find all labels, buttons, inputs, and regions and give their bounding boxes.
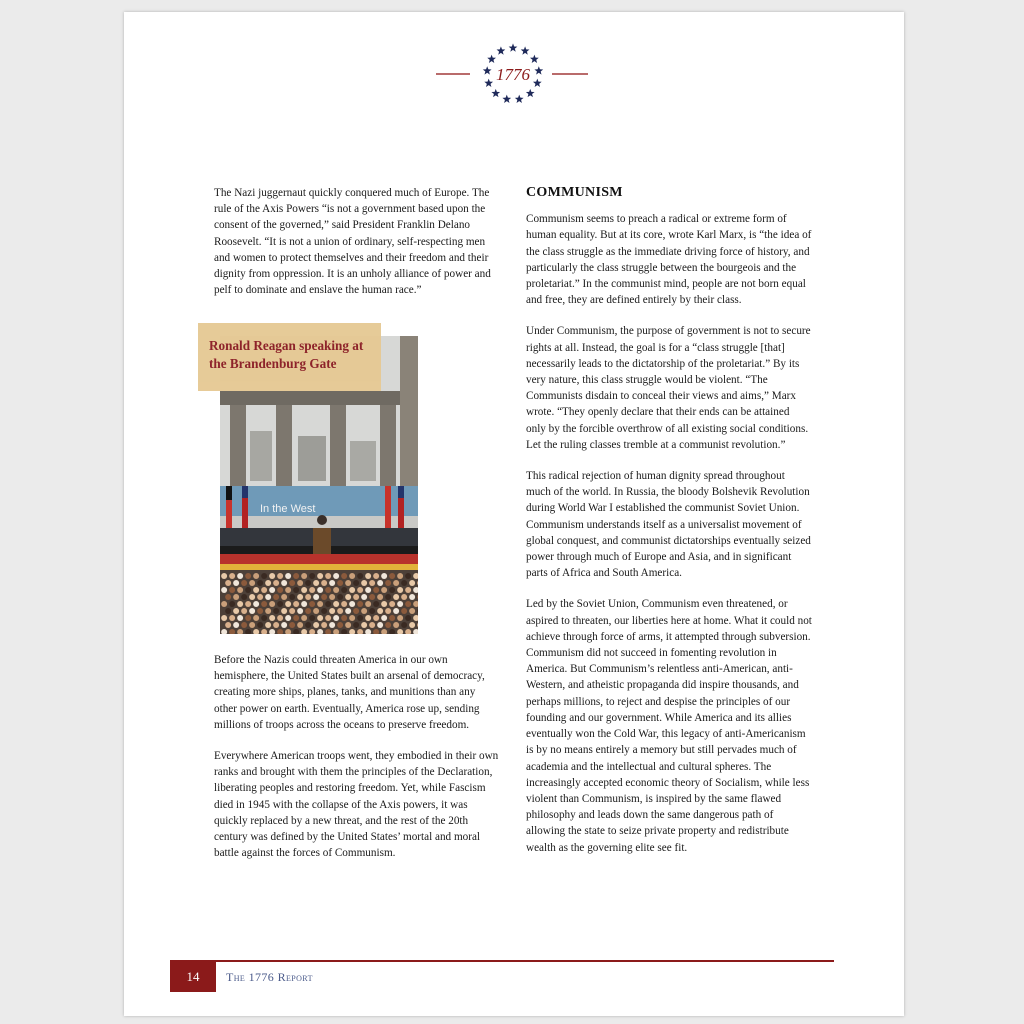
crowd-person [297,594,303,600]
crowd-person [365,615,371,621]
crowd-person [233,580,239,586]
crowd-person [341,573,347,579]
crowd-person [389,601,395,607]
section-heading: COMMUNISM [526,185,623,200]
star-icon [515,95,524,103]
crowd-person [237,601,243,607]
crowd-person [353,580,359,586]
crowd-person [389,615,395,621]
crowd-person [265,622,271,628]
crowd-person [377,608,383,614]
crowd-person [281,594,287,600]
nazi-paragraph: The Nazi juggernaut quickly conquered much of Europe. The rule of the Axis Powers “is not a government based upon the consent of the governed,” said President Franklin Delano Roosevelt. “It is not a union of ordinary, self-respecting men and women to protect themselves and their freedom and their dignity from oppression. It is an unholy alliance of power and pelf to dominate and enslave the human race.” [214,187,491,297]
crowd-person [285,573,291,579]
crowd-person [285,601,291,607]
crowd-person [253,601,259,607]
crowd-person [349,573,355,579]
crowd-person [221,573,227,579]
footer-rule [170,960,834,962]
crowd-person [277,573,283,579]
crowd-person [253,573,259,579]
crowd-person [337,594,343,600]
crowd-person [317,587,323,593]
crowd-person [385,594,391,600]
communism-paragraph-1: Communism seems to preach a radical or extreme form of human equality. But at its core, wrote Karl Marx, is “the idea of the class struggle as the immediate driving force of history, and particularly the class struggle between the bourgeois and the proletariat.” In the communist mind, people are not born equal and free, they are defined entirely by their class. [526,213,812,307]
star-icon [483,66,492,74]
crowd-person [393,580,399,586]
crowd-person [301,615,307,621]
crowd-person [393,622,399,628]
report-title: The 1776 Report [226,970,313,984]
crowd-person [241,608,247,614]
star-icon [502,95,511,103]
crowd-person [361,594,367,600]
crowd-person [405,615,411,621]
crowd-person [337,622,343,628]
crowd-person [221,615,227,621]
crowd-person [309,601,315,607]
crowd-person [233,608,239,614]
crowd-person [261,587,267,593]
crowd-person [333,573,339,579]
crowd-person [225,594,231,600]
crowd-person [393,594,399,600]
crowd-person [373,601,379,607]
crowd-person [289,580,295,586]
crowd-person [261,601,267,607]
crowd-person [313,580,319,586]
crowd-person [373,573,379,579]
star-icon [509,43,518,51]
crowd-person [293,615,299,621]
crowd-person [337,608,343,614]
crowd-person [301,601,307,607]
crowd-person [273,622,279,628]
crowd-person [365,601,371,607]
crowd-person [293,601,299,607]
crowd-person [285,615,291,621]
crowd-person [269,601,275,607]
crowd-person [389,587,395,593]
crowd-person [253,615,259,621]
crowd-person [397,587,403,593]
crowd-person [297,622,303,628]
crowd-person [325,587,331,593]
crowd-person [401,608,407,614]
crowd-person [241,622,247,628]
crowd-person [409,608,415,614]
crowd-person [245,615,251,621]
star-icon [530,55,539,63]
crowd-person [361,608,367,614]
crowd-person [269,615,275,621]
crowd-person [237,587,243,593]
crowd-person [293,587,299,593]
arsenal-paragraph: Before the Nazis could threaten America in our own hemisphere, the United States built an arsenal of democracy, creating more ships, planes, tanks, and munitions than any other power on earth. Eventually, America rose up, sending millions of troops across the oceans to preserve freedom. [214,654,485,731]
crowd-person [345,608,351,614]
crowd-person [385,608,391,614]
crowd-person [321,622,327,628]
crowd-person [341,615,347,621]
crowd-person [253,587,259,593]
crowd-person [301,573,307,579]
star-icon [484,79,493,87]
crowd-person [313,608,319,614]
crowd-person [245,573,251,579]
crowd-person [297,580,303,586]
crowd-person [309,573,315,579]
crowd-person [401,580,407,586]
crowd-person [321,580,327,586]
stage-banner-text: In the West [260,503,316,515]
crowd-person [325,573,331,579]
crowd-person [257,580,263,586]
crowd-person [281,608,287,614]
right-column [526,185,812,871]
crowd-person [405,573,411,579]
star-icon [497,46,506,54]
crowd-person [333,615,339,621]
communism-paragraph-3: This radical rejection of human dignity spread throughout much of the world. In Russia, the bloody Bolshevik Revolution during World War I established the communist Soviet Union. Communism understands itself as a universalist movement of global conquest, and communist dictatorships eventually seized power through much of Europe and Asia, and in significant parts of Africa and South America. [526,470,811,580]
crowd-person [345,622,351,628]
crowd-person [309,587,315,593]
crowd-person [273,608,279,614]
crowd-person [409,622,415,628]
crowd-person [225,580,231,586]
crowd-person [305,580,311,586]
crowd-person [233,594,239,600]
crowd-person [277,601,283,607]
crowd-person [313,594,319,600]
star-ring-emblem-icon [430,40,600,120]
crowd-person [245,601,251,607]
crowd-person [349,601,355,607]
crowd-person [369,622,375,628]
crowd-person [381,601,387,607]
troops-paragraph: Everywhere American troops went, they embodied in their own ranks and brought with them the principles of the Declaration, liberating peoples and restoring freedom. Yet, while Fascism died in 1945 with the collapse of the Axis powers, it was quickly replaced by a new threat, and the rest of the 20th century was defined by the United States’ mortal and moral battle against the forces of Communism. [214,750,499,860]
crowd-person [249,608,255,614]
crowd-person [329,622,335,628]
crowd-person [357,587,363,593]
crowd-person [309,615,315,621]
crowd-person [229,587,235,593]
crowd-person [345,594,351,600]
crowd-person [357,615,363,621]
crowd-person [293,573,299,579]
left-column-bottom [214,652,499,876]
crowd-person [357,573,363,579]
communism-paragraph-2: Under Communism, the purpose of government is not to secure rights at all. Instead, the goal is for a “class struggle [that] necessarily leads to the dictatorship of the proletariat.” By its very nature, this class struggle would be violent. “The Communists disdain to conceal their views and aims,” Marx wrote. “They openly declare that their ends can be attained only by the forcible overthrow of all existing social conditions. Let the ruling classes tremble at a communist revolution.” [526,325,811,451]
crowd-person [297,608,303,614]
crowd-person [369,594,375,600]
crowd-person [381,573,387,579]
crowd-person [237,615,243,621]
crowd-person [249,622,255,628]
crowd-person [289,594,295,600]
crowd-person [409,594,415,600]
crowd-person [269,573,275,579]
crowd-person [409,580,415,586]
crowd-person [305,594,311,600]
star-icon [491,89,500,97]
crowd-person [317,573,323,579]
crowd-person [301,587,307,593]
crowd-person [221,601,227,607]
crowd-person [353,608,359,614]
crowd-person [313,622,319,628]
crowd-person [341,587,347,593]
crowd-person [381,615,387,621]
crowd-person [225,622,231,628]
crowd-person [249,580,255,586]
star-icon [534,66,543,74]
crowd-person [229,615,235,621]
crowd-person [281,622,287,628]
crowd-person [305,608,311,614]
crowd-person [229,573,235,579]
crowd-person [397,573,403,579]
crowd-person [377,594,383,600]
crowd-person [289,608,295,614]
crowd-person [281,580,287,586]
crowd-person [261,573,267,579]
crowd-person [329,580,335,586]
crowd-person [237,573,243,579]
crowd-person [401,622,407,628]
crowd-person [325,601,331,607]
crowd-person [325,615,331,621]
crowd-person [405,587,411,593]
crowd-person [329,608,335,614]
crowd-person [289,622,295,628]
crowd-person [353,594,359,600]
crowd-person [369,608,375,614]
crowd-person [377,622,383,628]
star-icon [521,46,530,54]
crowd-person [321,594,327,600]
crowd-person [333,601,339,607]
crowd-person [321,608,327,614]
crowd-person [277,587,283,593]
crowd-person [249,594,255,600]
crowd-person [273,594,279,600]
star-icon [526,89,535,97]
crowd-person [329,594,335,600]
crowd-person [365,587,371,593]
crowd-person [373,615,379,621]
crowd-person [385,580,391,586]
crowd-person [333,587,339,593]
crowd-person [361,622,367,628]
crowd-person [401,594,407,600]
crowd-person [389,573,395,579]
crowd-person [397,601,403,607]
crowd-person [369,580,375,586]
crowd-person [341,601,347,607]
crowd-person [397,615,403,621]
crowd-person [277,615,283,621]
crowd-person [265,580,271,586]
crowd-person [393,608,399,614]
crowd-person [317,615,323,621]
crowd-person [265,608,271,614]
crowd-person [373,587,379,593]
crowd-person [229,601,235,607]
crowd-person [261,615,267,621]
photo-caption: Ronald Reagan speaking at the Brandenburg Gate [198,323,381,391]
crowd-person [405,601,411,607]
star-icon [487,55,496,63]
emblem-year: 1776 [496,65,530,84]
crowd-person [257,594,263,600]
crowd-person [285,587,291,593]
crowd-person [361,580,367,586]
crowd-person [257,608,263,614]
crowd-person [317,601,323,607]
crowd-person [245,587,251,593]
crowd-person [233,622,239,628]
crowd-person [377,580,383,586]
crowd-person [305,622,311,628]
crowd-person [381,587,387,593]
page-number: 14 [170,962,216,992]
crowd-person [269,587,275,593]
crowd-person [349,587,355,593]
crowd-person [353,622,359,628]
crowd-person [265,594,271,600]
crowd-person [357,601,363,607]
left-column-top [214,185,494,313]
crowd-person [337,580,343,586]
crowd-person [225,608,231,614]
crowd-person [345,580,351,586]
crowd-person [273,580,279,586]
crowd-person [349,615,355,621]
crowd-person [241,580,247,586]
star-icon [533,79,542,87]
crowd-person [241,594,247,600]
crowd-person [365,573,371,579]
crowd-person [385,622,391,628]
communism-paragraph-4: Led by the Soviet Union, Communism even threatened, or aspired to threaten, our liberties here at home. What it could not achieve through force of arms, it attempted through subversion. Communism did not succeed in fomenting revolution in America. But Communism’s relentless anti-American, anti-Western, and atheistic propaganda did inspire thousands, and perhaps millions, to reject and despise the principles of our founding and our government. While America and its allies eventually won the Cold War, this legacy of anti-Americanism is by no means entirely a memory but still pervades much of academia and the intellectual and cultural spheres. The increasingly accepted economic theory of Socialism, while less violent than Communism, is inspired by the same flawed philosophy and leads down the same dangerous path of allowing the state to seize private property and redistribute wealth as the governing elite see fit. [526,598,812,854]
crowd-person [221,587,227,593]
crowd-person [257,622,263,628]
